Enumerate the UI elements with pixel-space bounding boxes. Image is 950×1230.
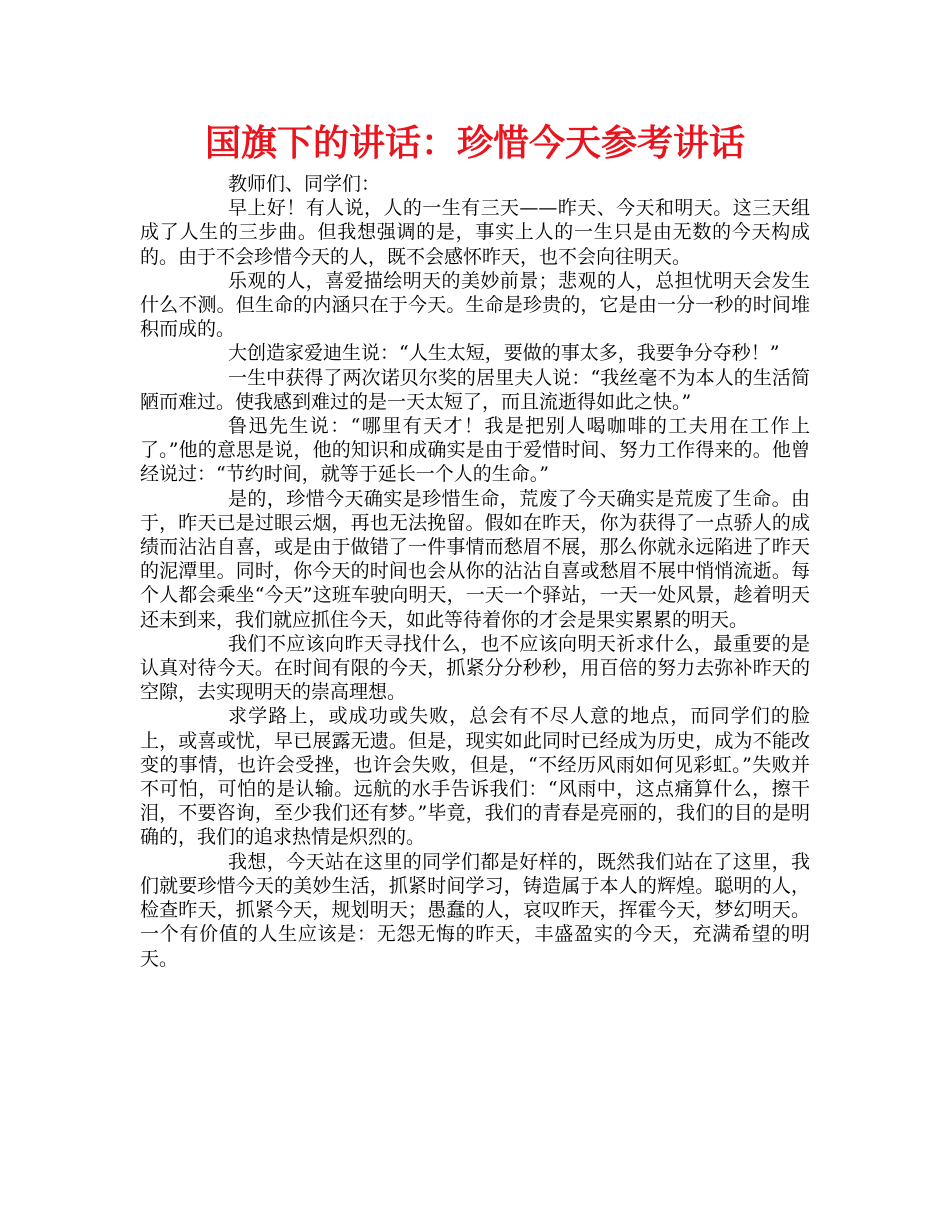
document-title: 国旗下的讲话：珍惜今天参考讲话 — [204, 123, 745, 164]
paragraph-6: 是的，珍惜今天确实是珍惜生命，荒废了今天确实是荒废了生命。由于，昨天已是过眼云烟，再也无法挽留。假如在昨天，你为获得了一点骄人的成绩而沾沾自喜，或是由于做错了一件事情而愁眉不展，那么你就永远陷进了昨天的泥潭里。同时，你今天的时间也会从你的沾沾自喜或愁眉不展中悄悄流逝。每个人都会乘坐“今天”这班车驶向明天，一天一个驿站，一天一处风景，趁着明天还未到来，我们就应抓住今天，如此等待着你的才会是果实累累的明天。 — [140, 487, 810, 631]
paragraph-9: 我想，今天站在这里的同学们都是好样的，既然我们站在了这里，我们就要珍惜今天的美妙生活，抓紧时间学习，铸造属于本人的辉煌。聪明的人，检查昨天，抓紧今天，规划明天；愚蠢的人，哀叹昨天，挥霍今天，梦幻明天。一个有价值的人生应该是：无怨无悔的昨天，丰盛盈实的今天，充满希望的明天。 — [140, 850, 810, 970]
paragraph-4: 一生中获得了两次诺贝尔奖的居里夫人说：“我丝毫不为本人的生活简陋而难过。使我感到难过的是一天太短了，而且流逝得如此之快。” — [140, 366, 810, 413]
paragraph-3: 大创造家爱迪生说：“人生太短，要做的事太多，我要争分夺秒！” — [228, 342, 780, 365]
paragraph-8: 求学路上，或成功或失败，总会有不尽人意的地点，而同学们的脸上，或喜或忧，早已展露无遗。但是，现实如此同时已经成为历史，成为不能改变的事情，也许会受挫，也许会失败，但是，“不经历风雨如何见彩虹。”失败并不可怕，可怕的是认输。远航的水手告诉我们：“风雨中，这点痛算什么，擦干泪，不要咨询，至少我们还有梦。”毕竟，我们的青春是亮丽的，我们的目的是明确的，我们的追求热情是炽烈的。 — [140, 705, 810, 849]
paragraph-1: 早上好！有人说，人的一生有三天——昨天、今天和明天。这三天组成了人生的三步曲。但我想强调的是，事实上人的一生只是由无数的今天构成的。由于不会珍惜今天的人，既不会感怀昨天，也不会向往明天。 — [140, 197, 810, 268]
paragraph-greeting: 教师们、同学们： — [228, 173, 381, 195]
paragraph-5: 鲁迅先生说：“哪里有天才！我是把别人喝咖啡的工夫用在工作上了。”他的意思是说，他的知识和成确实是由于爱惜时间、努力工作得来的。他曾经说过：“节约时间，就等于延长一个人的生命。” — [140, 415, 810, 486]
paragraph-7: 我们不应该向昨天寻找什么，也不应该向明天祈求什么，最重要的是认真对待今天。在时间有限的今天，抓紧分分秒秒，用百倍的努力去弥补昨天的空隙，去实现明天的崇高理想。 — [140, 632, 810, 704]
document-page — [140, 118, 810, 971]
paragraph-2: 乐观的人，喜爱描绘明天的美妙前景；悲观的人，总担忧明天会发生什么不测。但生命的内涵只在于今天。生命是珍贵的，它是由一分一秒的时间堆积而成的。 — [140, 269, 810, 341]
document-body — [140, 172, 810, 971]
